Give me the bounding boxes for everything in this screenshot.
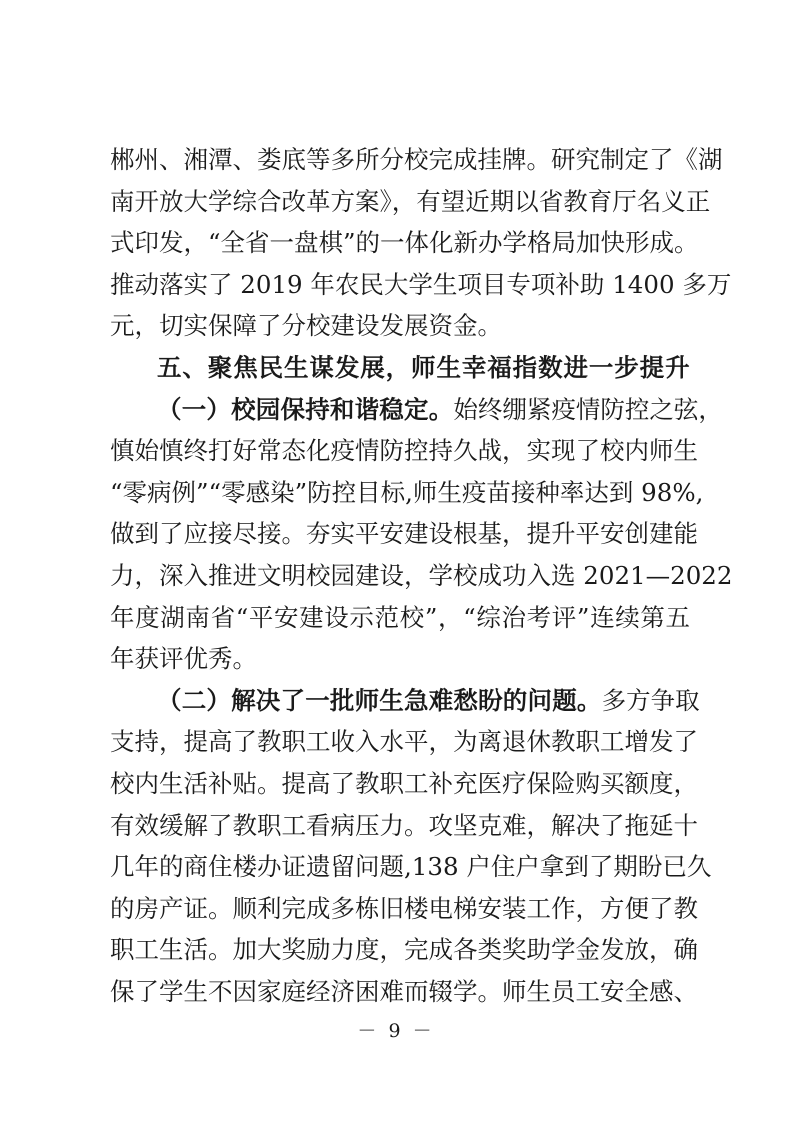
- paragraph-line: 郴州、湘潭、娄底等多所分校完成挂牌。研究制定了《湖: [110, 145, 723, 174]
- paragraph-line: 元，切实保障了分校建设发展资金。: [110, 311, 502, 341]
- paragraph-line: “零病例”“零感染”防控目标,师生疫苗接种率达到 98%,: [110, 477, 704, 507]
- subsection-title: （一）校园保持和谐稳定。: [157, 394, 454, 424]
- paragraph-line: 力，深入推进文明校园建设，学校成功入选 2021—2022: [110, 561, 733, 590]
- section-heading: 五、聚焦民生谋发展，师生幸福指数进一步提升: [157, 353, 690, 382]
- subsection-title: （二）解决了一批师生急难愁盼的问题。: [157, 685, 602, 715]
- page-number: － 9 －: [357, 1020, 435, 1042]
- paragraph-line: 职工生活。加大奖励力度，完成各类奖助学金发放，确: [110, 935, 698, 965]
- paragraph-line: 支持，提高了教职工收入水平，为离退休教职工增发了: [110, 727, 698, 757]
- paragraph-text: 多方争取: [601, 685, 700, 715]
- paragraph-line: 年度湖南省“平安建设示范校”，“综治考评”连续第五: [110, 602, 690, 632]
- paragraph-line: 几年的商住楼办证遗留问题,138 户住户拿到了期盼已久: [110, 852, 712, 882]
- paragraph-line: 的房产证。顺利完成多栋旧楼电梯安装工作，方便了教: [110, 893, 698, 923]
- paragraph-line: 做到了应接尽接。夯实平安建设根基，提升平安创建能: [110, 519, 698, 549]
- paragraph-line: 推动落实了 2019 年农民大学生项目专项补助 1400 多万: [110, 269, 732, 299]
- paragraph-first-line: [157, 392, 723, 428]
- paragraph-line: 年获评优秀。: [110, 644, 257, 674]
- paragraph-text: 始终绷紧疫情防控之弦，: [453, 394, 723, 424]
- paragraph-line: 慎始慎终打好常态化疫情防控持久战，实现了校内师生: [110, 436, 698, 466]
- paragraph-line: 有效缓解了教职工看病压力。攻坚克难，解决了拖延十: [110, 810, 698, 840]
- paragraph-first-line: [157, 683, 700, 719]
- paragraph-line: 保了学生不因家庭经济困难而辍学。师生员工安全感、: [110, 977, 698, 1006]
- paragraph-line: 南开放大学综合改革方案》，有望近期以省教育厅名义正: [110, 186, 711, 216]
- paragraph-line: 式印发，“全省一盘棋”的一体化新办学格局加快形成。: [110, 228, 699, 258]
- paragraph-line: 校内生活补贴。提高了教职工补充医疗保险购买额度，: [110, 769, 698, 798]
